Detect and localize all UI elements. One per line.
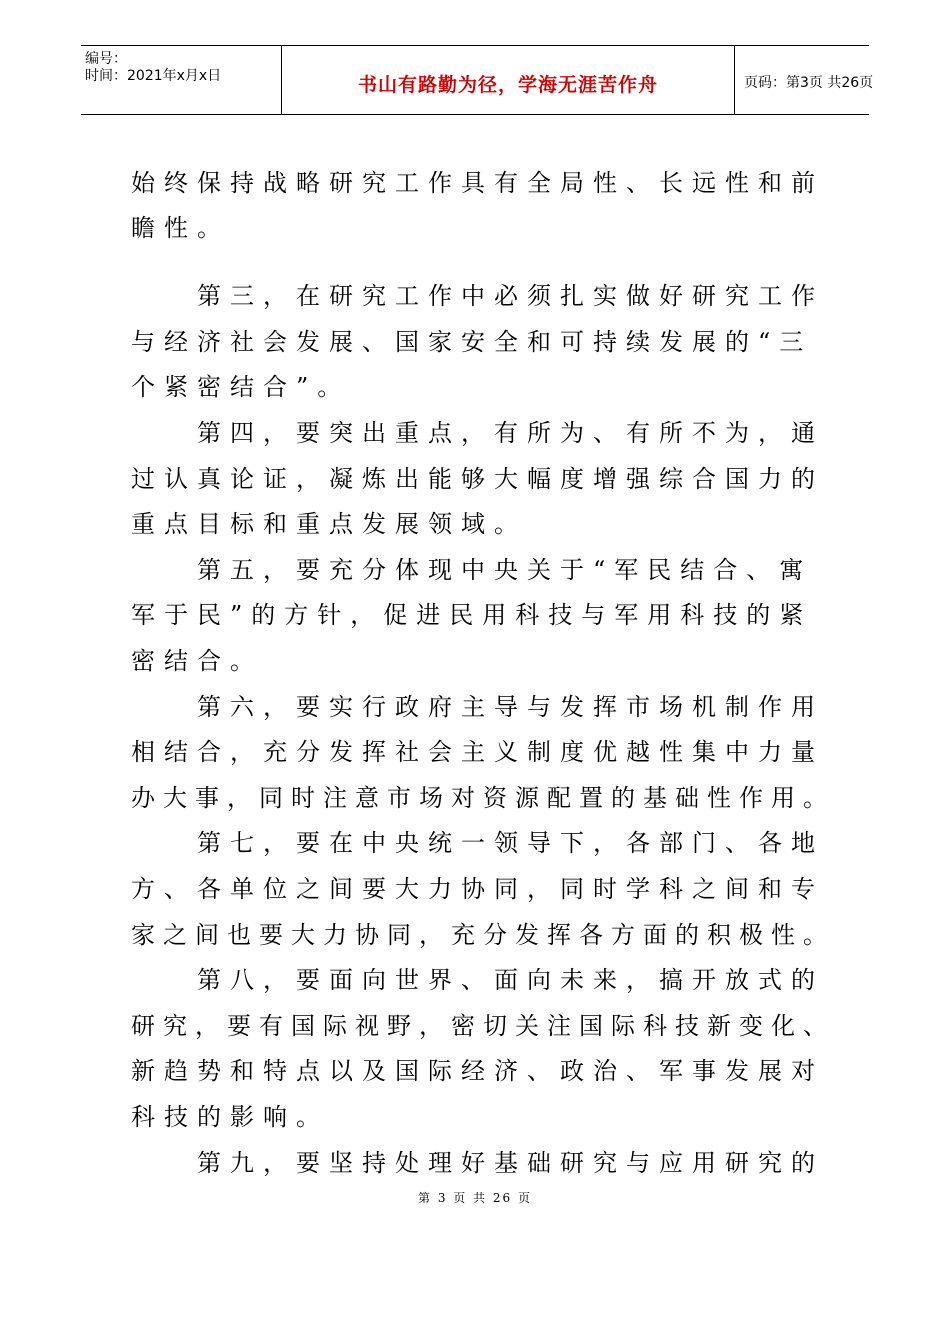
header-info-cell bbox=[81, 46, 281, 114]
body-line: 方、各单位之间要大力协同，同时学科之间和专 bbox=[131, 875, 824, 903]
body-line: 个紧密结合”。 bbox=[131, 373, 351, 401]
paragraph-first-line: 第七，要在中央统一领导下，各部门、各地 bbox=[197, 829, 824, 857]
body-line: 研究，要有国际视野，密切关注国际科技新变化、 bbox=[131, 1012, 835, 1040]
header-page-cell bbox=[734, 46, 874, 114]
body-line: 相结合，充分发挥社会主义制度优越性集中力量 bbox=[131, 738, 824, 766]
body-line: 重点目标和重点发展领域。 bbox=[131, 510, 527, 538]
body-line: 与经济社会发展、国家安全和可持续发展的“三 bbox=[131, 328, 813, 356]
body-line: 瞻性。 bbox=[131, 214, 230, 242]
header-page-code: 页码：第3页 共26页 bbox=[744, 75, 874, 91]
body-line: 过认真论证，凝炼出能够大幅度增强综合国力的 bbox=[131, 465, 824, 493]
document-number-label: 编号： bbox=[85, 51, 127, 67]
body-line: 始终保持战略研究工作具有全局性、长远性和前 bbox=[131, 169, 824, 197]
body-line: 新趋势和特点以及国际经济、政治、军事发展对 bbox=[131, 1057, 824, 1085]
page-header bbox=[81, 45, 874, 115]
paragraph-first-line: 第三，在研究工作中必须扎实做好研究工作 bbox=[197, 282, 824, 310]
paragraph-first-line: 第六，要实行政府主导与发挥市场机制作用 bbox=[197, 693, 824, 721]
body-line: 家之间也要大力协同，充分发挥各方面的积极性。 bbox=[131, 921, 835, 949]
paragraph-first-line: 第九，要坚持处理好基础研究与应用研究的 bbox=[197, 1149, 824, 1177]
page-footer: 第 3 页 共 26 页 bbox=[418, 1191, 532, 1205]
header-motto-cell bbox=[281, 46, 735, 114]
paragraph-first-line: 第八，要面向世界、面向未来，搞开放式的 bbox=[197, 966, 824, 994]
body-line: 军于民”的方针，促进民用科技与军用科技的紧 bbox=[131, 601, 813, 629]
header-motto: 书山有路勤为径，学海无涯苦作舟 bbox=[357, 74, 658, 96]
document-date-label: 时间：2021年x月x日 bbox=[85, 68, 222, 84]
body-line: 办大事，同时注意市场对资源配置的基础性作用。 bbox=[131, 784, 835, 812]
paragraph-first-line: 第五，要充分体现中央关于“军民结合、寓 bbox=[197, 556, 813, 584]
body-line: 密结合。 bbox=[131, 647, 263, 675]
paragraph-first-line: 第四，要突出重点，有所为、有所不为，通 bbox=[197, 419, 824, 447]
body-line: 科技的影响。 bbox=[131, 1103, 329, 1131]
